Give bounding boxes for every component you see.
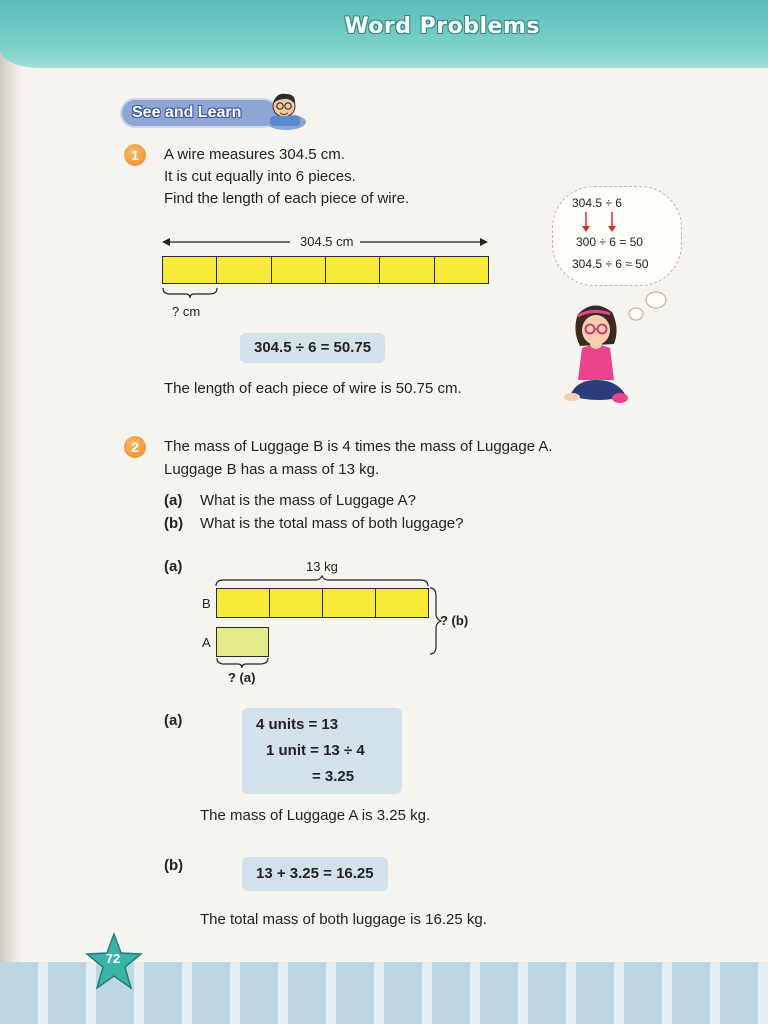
- q2-bar-a-unit: [216, 627, 269, 657]
- q2-bar-b: [216, 588, 428, 618]
- q1-bar-model: [162, 256, 488, 284]
- thought-line-3: 304.5 ÷ 6 ≈ 50: [572, 257, 649, 271]
- q2-bracket-a-label: ? (a): [228, 670, 256, 685]
- thought-arrows: [582, 210, 622, 234]
- mascot-icon: [262, 88, 310, 132]
- q2-row-a-label: A: [202, 635, 211, 650]
- q2-model-top-label: 13 kg: [306, 559, 338, 574]
- girl-thinking-illustration: [556, 300, 642, 412]
- q2-part-a-label: (a): [164, 492, 183, 509]
- bar-unit: [269, 588, 323, 618]
- thought-line-2: 300 ÷ 6 = 50: [576, 235, 643, 249]
- q2-model-label: (a): [164, 558, 183, 575]
- q1-line-3: Find the length of each piece of wire.: [164, 190, 410, 207]
- q2-solution-a-line-1: 4 units = 13: [256, 716, 339, 733]
- bar-unit: [325, 256, 380, 284]
- bar-unit: [162, 256, 217, 284]
- q2-top-brace: [212, 574, 434, 588]
- q2-solution-b-label: (b): [164, 857, 184, 874]
- question-1-badge: 1: [124, 144, 146, 166]
- q2-bracket-b-label: ? (b): [440, 613, 469, 628]
- q2-solution-a-line-2: 1 unit = 13 ÷ 4: [266, 742, 365, 759]
- q1-part-label: ? cm: [172, 304, 201, 319]
- q2-answer-b: The total mass of both luggage is 16.25 kg.: [200, 911, 487, 928]
- q1-line-2: It is cut equally into 6 pieces.: [164, 168, 356, 185]
- q1-equation: 304.5 ÷ 6 = 50.75: [240, 333, 385, 363]
- page-binding: [0, 0, 22, 1024]
- q2-solution-a-box: [242, 708, 402, 794]
- q2-part-b-question: What is the total mass of both luggage?: [200, 515, 464, 532]
- bar-unit: [216, 256, 271, 284]
- q2-row-b-label: B: [202, 596, 211, 611]
- bar-unit: [322, 588, 376, 618]
- see-and-learn-label: See and Learn: [122, 100, 277, 126]
- q2-line-1: The mass of Luggage B is 4 times the mass of Luggage A.: [164, 438, 553, 455]
- bar-unit: [375, 588, 429, 618]
- q1-total-label: 304.5 cm: [297, 232, 356, 252]
- bar-unit: [271, 256, 326, 284]
- page-number: 72: [105, 951, 121, 966]
- q2-solution-b-equation: 13 + 3.25 = 16.25: [242, 857, 388, 891]
- bar-unit: [379, 256, 434, 284]
- q2-line-2: Luggage B has a mass of 13 kg.: [164, 461, 380, 478]
- thought-line-1: 304.5 ÷ 6: [572, 196, 622, 210]
- header-band: [0, 0, 768, 68]
- question-2-badge: 2: [124, 436, 146, 458]
- q2-solution-a-label: (a): [164, 712, 183, 729]
- q2-part-b-label: (b): [164, 515, 184, 532]
- bar-unit: [216, 588, 270, 618]
- q1-answer: The length of each piece of wire is 50.75 cm.: [164, 380, 462, 397]
- q2-solution-a-line-3: = 3.25: [312, 768, 355, 785]
- bar-unit: [434, 256, 489, 284]
- q2-answer-a: The mass of Luggage A is 3.25 kg.: [200, 807, 431, 824]
- q2-part-a-question: What is the mass of Luggage A?: [200, 492, 416, 509]
- page-title: Word Problems: [344, 14, 540, 39]
- q1-part-brace: [160, 286, 222, 300]
- q1-line-1: A wire measures 304.5 cm.: [164, 146, 345, 163]
